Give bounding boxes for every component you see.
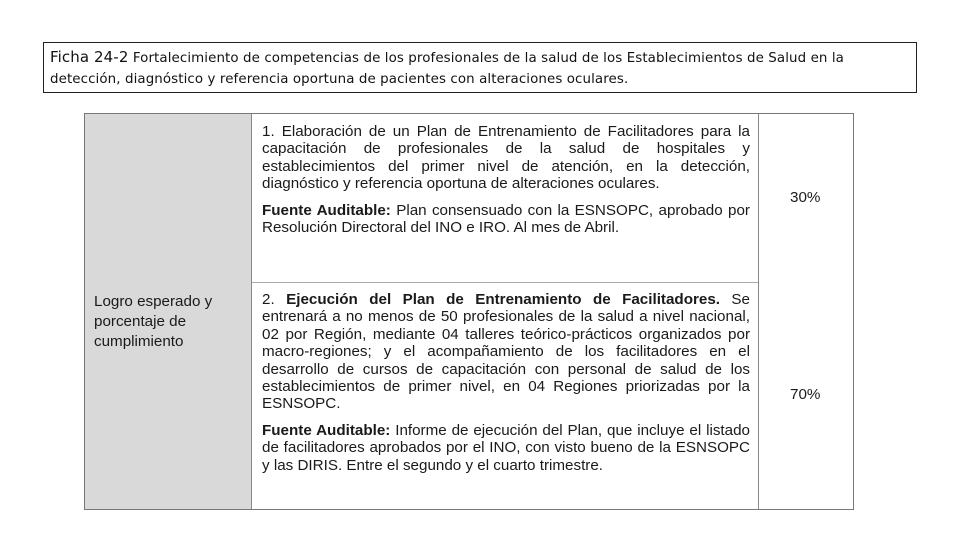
label-cell: Logro esperado y porcentaje de cumplimiento	[94, 293, 213, 350]
item-1-description: 1. Elaboración de un Plan de Entrenamiento de Facilitadores para la capacitación de profesionales de la salud de hospitales y establecimientos del primer nivel de atención, en la detección, diagnóstico y referencia oportuna de alteraciones oculares.	[262, 123, 750, 193]
item-1-block	[262, 123, 750, 236]
item-2-percent: 70%	[790, 386, 821, 403]
item-2-block	[262, 291, 750, 474]
item-1-source-label: Fuente Auditable:	[262, 201, 391, 219]
ficha-title: Fortalecimiento de competencias de los profesionales de la salud de los Establecimientos de Salud en la detección, diagnóstico y referencia oportuna de pacientes con alteraciones oculares.	[50, 51, 844, 87]
item-1-source-text: Plan consensuado con la ESNSOPC, aprobado por Resolución Directoral del INO e IRO. Al mes de Abril.	[262, 201, 750, 237]
item-2-source-text: Informe de ejecución del Plan, que incluye el listado de facilitadores aprobados por el INO, con visto bueno de la ESNSOPC y las DIRIS. Entre el segundo y el cuarto trimestre.	[262, 421, 750, 474]
percent-column	[759, 114, 853, 509]
row-divider	[252, 282, 758, 283]
ficha-header	[43, 42, 917, 93]
item-2-title: Ejecución del Plan de Entrenamiento de Facilitadores.	[286, 291, 720, 308]
item-2-source	[262, 422, 750, 474]
item-1-source	[262, 202, 750, 237]
description-column	[252, 114, 759, 509]
item-2-description: 2. Ejecución del Plan de Entrenamiento de Facilitadores. Se entrenará a no menos de 50 profesionales de la salud a nivel nacional, 02 por Región, mediante 04 talleres teórico-prácticos organizados por macro-regiones; y el acompañamiento de los facilitadores en el desarrollo de cursos de capacitación con personal de salud de los establecimientos de primer nivel, en 04 Regiones priorizadas por la ESNSOPC.	[262, 291, 750, 413]
item-1-percent: 30%	[790, 189, 821, 206]
ficha-number: Ficha 24-2	[50, 48, 129, 66]
achievement-table	[84, 113, 854, 510]
label-column	[85, 114, 252, 509]
item-1-number: 1.	[262, 123, 275, 140]
item-2-source-label: Fuente Auditable:	[262, 421, 391, 439]
item-2-number: 2.	[262, 291, 275, 308]
